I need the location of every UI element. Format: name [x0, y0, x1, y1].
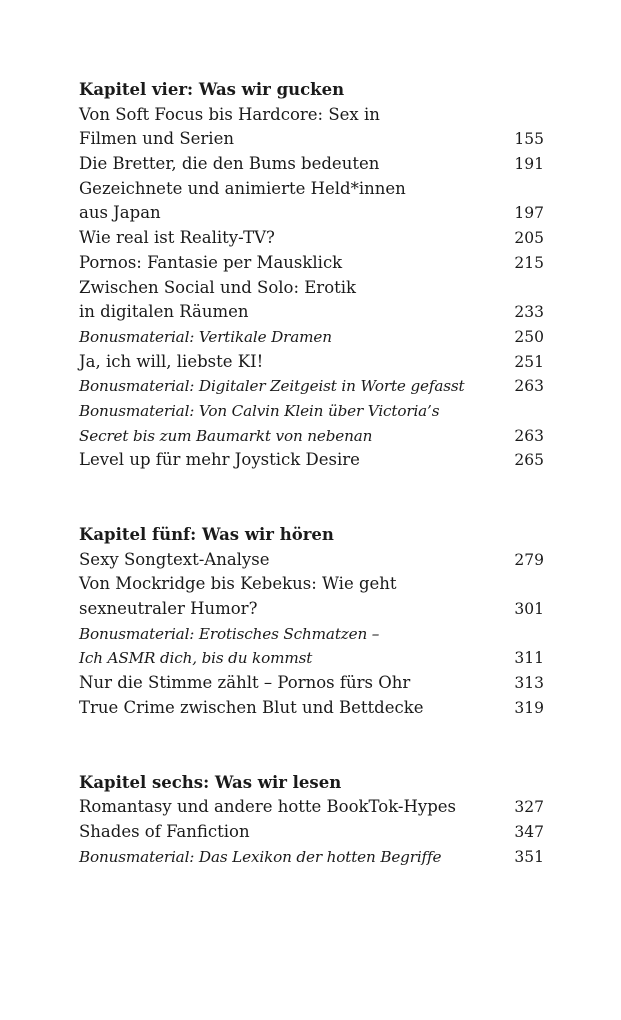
toc-entry: [79, 226, 544, 251]
page-number: 263: [514, 377, 544, 396]
entry-title-line: Bonusmaterial: Von Calvin Klein über Victoria’s: [79, 401, 440, 420]
toc-entry: [79, 177, 544, 226]
entry-title-line: Shades of Fanfiction: [79, 821, 250, 841]
entry-title-line: Romantasy und andere hotte BookTok-Hypes: [79, 797, 456, 817]
entry-title-line: Ja, ich will, liebste KI!: [79, 351, 264, 371]
entry-title: [79, 548, 269, 573]
bonus-entry: [79, 845, 544, 870]
entry-title: [79, 226, 275, 251]
toc-entry: [79, 350, 544, 375]
entry-title: [79, 448, 360, 473]
page-number: 251: [514, 352, 544, 371]
entry-title: [79, 572, 397, 621]
page-number: 311: [514, 649, 544, 668]
entry-title-line: in digitalen Räumen: [79, 302, 249, 322]
entry-title: [79, 276, 356, 325]
entry-title-line: Secret bis zum Baumarkt von nebenan: [79, 426, 373, 445]
entry-title-line: Zwischen Social und Solo: Erotik: [79, 277, 357, 297]
entry-title-line: Nur die Stimme zählt – Pornos fürs Ohr: [79, 673, 411, 693]
page-number: 191: [514, 155, 544, 174]
entry-title-line: Gezeichnete und animierte Held*innen: [79, 178, 406, 198]
chapter-heading: Kapitel fünf: Was wir hören: [79, 525, 334, 544]
entry-title-line: Bonusmaterial: Digitaler Zeitgeist in Worte gefasst: [79, 377, 465, 396]
toc-entry: [79, 448, 544, 473]
chapter-heading: Kapitel sechs: Was wir lesen: [79, 772, 342, 792]
toc-entry: [79, 103, 544, 152]
entry-title: [79, 103, 380, 152]
toc-entry: [79, 820, 544, 845]
toc-entry: [79, 696, 544, 721]
entry-title: [79, 622, 379, 671]
entry-title: [79, 820, 250, 845]
entry-title: [79, 399, 439, 448]
entry-title: [79, 152, 379, 177]
page-number: 233: [514, 303, 544, 322]
entry-title: [79, 671, 410, 696]
page-number: 197: [514, 204, 544, 223]
entry-title: [79, 350, 263, 375]
entry-title-line: Level up für mehr Joystick Desire: [79, 450, 360, 470]
entry-title: [79, 845, 441, 870]
entry-title-line: aus Japan: [79, 203, 161, 223]
page-number: 215: [514, 253, 544, 272]
entry-title: [79, 795, 456, 820]
bonus-entry: [79, 325, 544, 350]
chapter-heading: Kapitel vier: Was wir gucken: [79, 80, 345, 99]
page-number: 263: [514, 426, 544, 445]
entry-title-line: Bonusmaterial: Das Lexikon der hotten Begriffe: [79, 847, 442, 866]
toc-entry: [79, 276, 544, 325]
page-number: 319: [514, 698, 544, 717]
page-number: 313: [514, 674, 544, 693]
chapter-section: [79, 771, 544, 870]
entry-title-line: Die Bretter, die den Bums bedeuten: [79, 154, 380, 174]
page-number: 155: [514, 130, 544, 149]
page-number: 351: [514, 847, 544, 866]
entry-title-line: sexneutraler Humor?: [79, 599, 258, 619]
toc-entry: [79, 572, 544, 621]
chapter-section: [79, 78, 544, 473]
toc-entry: [79, 251, 544, 276]
entry-title: [79, 325, 332, 350]
page-number: 250: [514, 327, 544, 346]
entry-title: [79, 374, 464, 399]
page-number: 279: [514, 550, 544, 569]
bonus-entry: [79, 399, 544, 448]
page-number: 265: [514, 451, 544, 470]
entry-title-line: Bonusmaterial: Vertikale Dramen: [79, 327, 332, 346]
entry-title-line: Pornos: Fantasie per Mausklick: [79, 252, 343, 272]
page-number: 301: [514, 600, 544, 619]
entry-title-line: Sexy Songtext-Analyse: [79, 549, 270, 569]
page-number: 205: [514, 229, 544, 248]
page-number: 347: [514, 822, 544, 841]
entry-title: [79, 696, 424, 721]
toc-entry: [79, 152, 544, 177]
entry-title: [79, 177, 406, 226]
entry-title-line: Wie real ist Reality-TV?: [79, 228, 275, 248]
toc-entry: [79, 671, 544, 696]
table-of-contents: [79, 78, 544, 869]
bonus-entry: [79, 374, 544, 399]
entry-title: [79, 251, 342, 276]
entry-title-line: Bonusmaterial: Erotisches Schmatzen –: [79, 624, 380, 643]
entry-title-line: Ich ASMR dich, bis du kommst: [79, 649, 313, 668]
entry-title-line: Filmen und Serien: [79, 129, 234, 149]
bonus-entry: [79, 622, 544, 671]
toc-entry: [79, 795, 544, 820]
page-number: 327: [514, 798, 544, 817]
entry-title-line: Von Mockridge bis Kebekus: Wie geht: [79, 574, 397, 594]
toc-entry: [79, 548, 544, 573]
entry-title-line: Von Soft Focus bis Hardcore: Sex in: [79, 104, 380, 124]
entry-title-line: True Crime zwischen Blut und Bettdecke: [79, 697, 424, 717]
chapter-section: [79, 523, 544, 721]
